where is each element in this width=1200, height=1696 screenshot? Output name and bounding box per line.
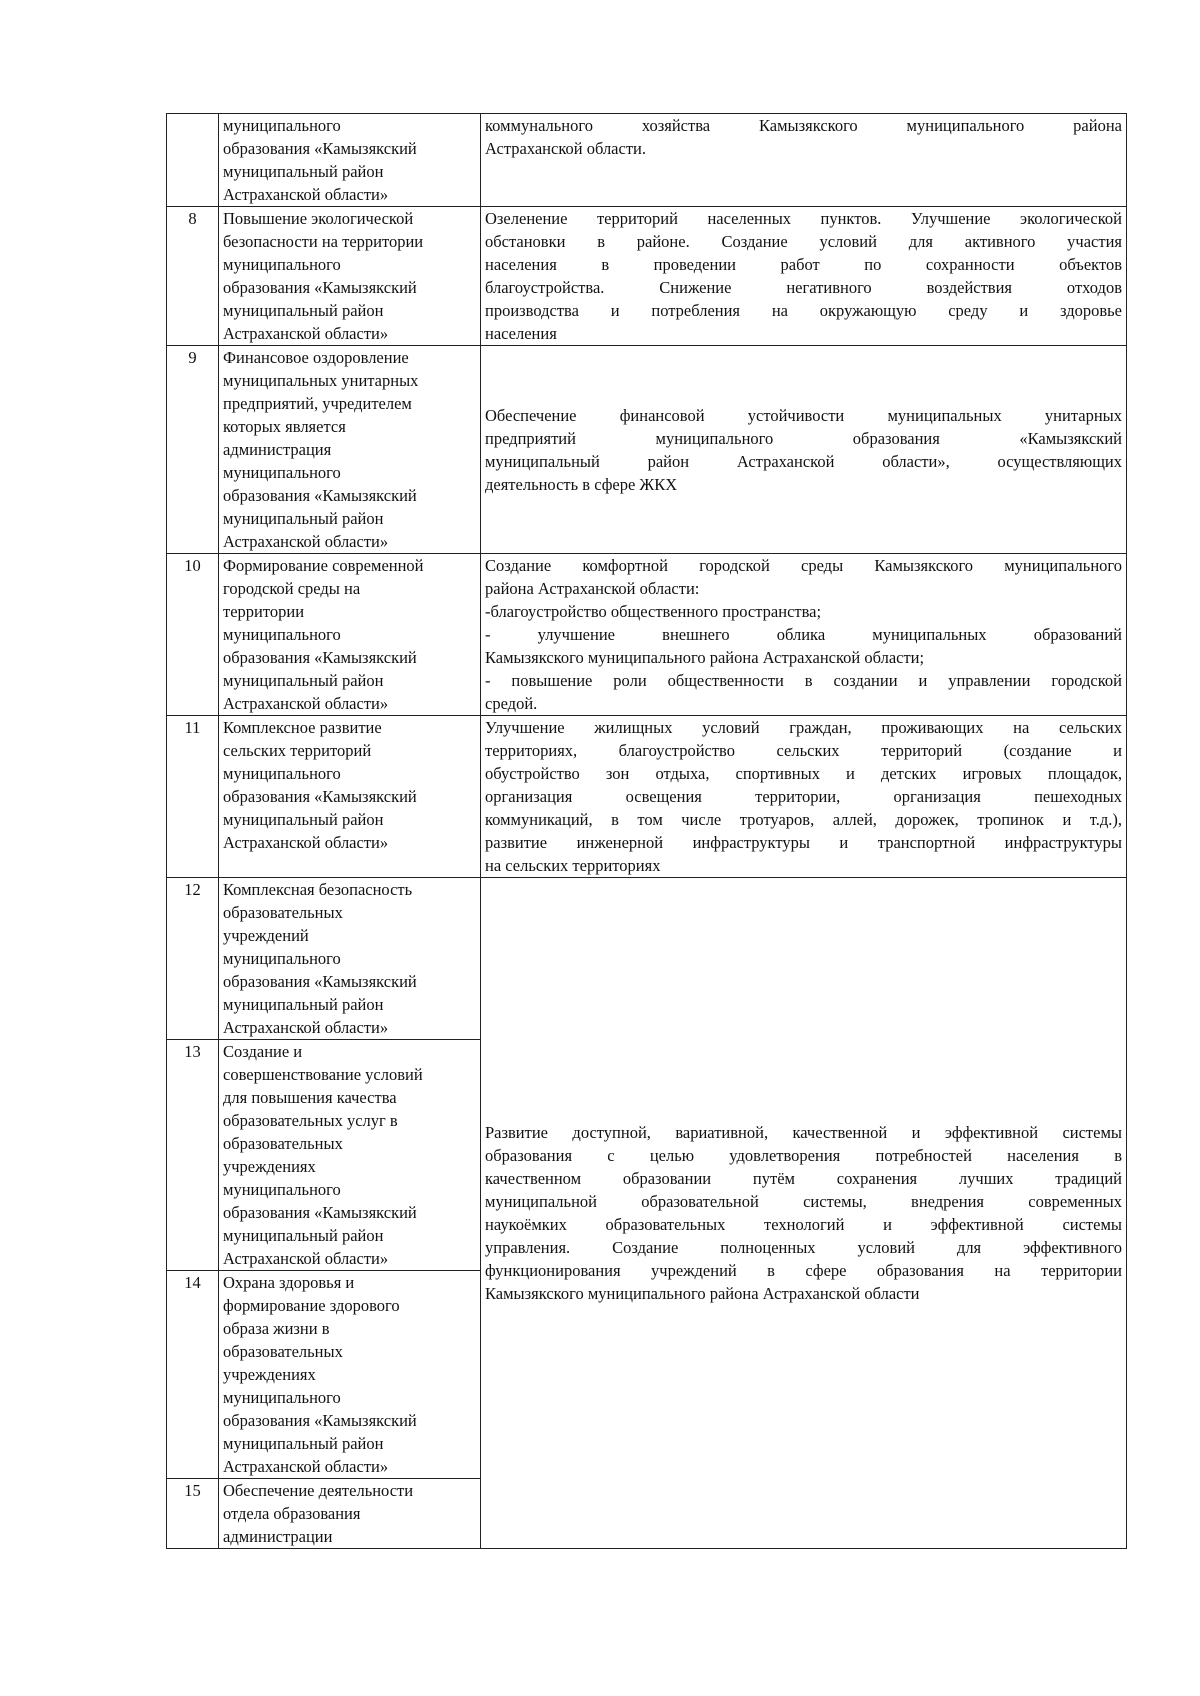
table-row [167,716,1127,878]
program-name-line: муниципального [223,1388,341,1407]
program-goal-line: населения в проведении работ по сохранности объектов [485,255,1122,274]
program-goal-cell [481,207,1127,346]
program-name-line: образовательных услуг в [223,1111,398,1130]
program-name-line: муниципального [223,764,341,783]
program-name-line: предприятий, учредителем [223,394,412,413]
program-name-line: Комплексная безопасность [223,880,413,899]
program-name-line: территории [223,602,305,621]
program-goal-line: Обеспечение финансовой устойчивости муниципальных унитарных [485,405,1122,425]
program-name-line: отдела образования [223,1504,361,1523]
program-goal-line: благоустройства. Снижение негативного воздействия отходов [485,278,1122,297]
program-name-line: для повышения качества [223,1088,397,1107]
program-name-line: образования «Камызякский [223,787,417,806]
row-number: 14 [167,1271,219,1479]
program-name-line: Комплексное развитие [223,718,382,737]
program-name-line: Астраханской области» [223,694,389,713]
program-name-line: муниципального [223,255,341,274]
program-name-line: Создание и [223,1042,303,1061]
program-name-line: Астраханской области» [223,324,389,343]
program-goal-line: муниципальной образовательной системы, внедрения современных [485,1192,1122,1211]
program-goal-line: Астраханской области. [485,139,646,158]
program-name-line: образования «Камызякский [223,486,417,505]
program-goal-line: Развитие доступной, вариативной, качественной и эффективной системы [485,1123,1122,1142]
program-goal-line: управления. Создание полноценных условий для эффективного [485,1238,1122,1257]
program-name-line: Астраханской области» [223,1457,389,1476]
program-name-cell [219,878,481,1040]
program-name-cell [219,1479,481,1549]
program-name-line: учреждений [223,926,309,945]
program-name-line: совершенствование условий [223,1065,423,1084]
program-name-line: образовательных [223,1134,343,1153]
program-name-line: формирование здорового [223,1296,400,1315]
program-name-line: муниципальный район [223,1226,384,1245]
program-name-cell [219,207,481,346]
program-name-line: муниципальный район [223,810,384,829]
table-row [167,554,1127,716]
program-goal-line: на сельских территориях [485,856,661,875]
program-name-cell [219,1040,481,1271]
program-goal-cell [481,346,1127,554]
program-name-cell [219,554,481,716]
program-name-line: муниципальный район [223,509,384,528]
program-goal-line: Камызякского муниципального района Астраханской области; [485,648,925,667]
program-goal-line: предприятий муниципального образования «Камызякский [485,428,1122,448]
program-name-line: Охрана здоровья и [223,1273,355,1292]
program-goal-line: района Астраханской области: [485,579,700,598]
program-name-line: образования «Камызякский [223,278,417,297]
merged-goal-cell [481,878,1127,1549]
program-goal-line: Озеленение территорий населенных пунктов. Улучшение экологической [485,209,1122,228]
program-name-line: образовательных [223,903,343,922]
program-goal-cell [481,114,1127,207]
row-number: 8 [167,207,219,346]
program-goal-line: коммуникаций, в том числе тротуаров, аллей, дорожек, тропинок и т.д.), [485,810,1122,829]
program-name-line: сельских территорий [223,741,372,760]
program-goal-line: муниципальный район Астраханской области», осуществляющих [485,451,1122,471]
program-name-line: образа жизни в [223,1319,330,1338]
program-name-line: муниципального [223,625,341,644]
program-name-line: муниципальный район [223,1434,384,1453]
program-name-cell [219,1271,481,1479]
program-goal-line: средой. [485,694,538,713]
program-name-line: муниципальных унитарных [223,371,419,390]
program-name-cell [219,716,481,878]
program-name-line: Астраханской области» [223,185,389,204]
program-goal-cell [481,554,1127,716]
program-name-line: образования «Камызякский [223,648,417,667]
program-name-line: муниципальный район [223,671,384,690]
program-goal-line: наукоёмких образовательных технологий и эффективной системы [485,1215,1122,1234]
table-row [167,114,1127,207]
program-name-line: Повышение экологической [223,209,414,228]
program-name-line: администрация [223,440,332,459]
program-table [166,113,1127,1549]
row-number: 15 [167,1479,219,1549]
table-row [167,878,1127,1040]
program-name-line: Астраханской области» [223,1018,389,1037]
row-number: 10 [167,554,219,716]
program-goal-line: обустройство зон отдыха, спортивных и детских игровых площадок, [485,764,1122,783]
table-row [167,207,1127,346]
program-name-line: учреждениях [223,1365,316,1384]
program-goal-line: населения [485,324,557,343]
table-row [167,346,1127,554]
program-goal-line: - улучшение внешнего облика муниципальных образований [485,625,1122,644]
program-goal-line: Камызякского муниципального района Астраханской области [485,1284,920,1303]
program-goal-line: обстановки в районе. Создание условий для активного участия [485,232,1122,251]
program-goal-line: территориях, благоустройство сельских территорий (создание и [485,741,1122,760]
program-name-line: Обеспечение деятельности [223,1481,414,1500]
program-goal-line: образования с целью удовлетворения потребностей населения в [485,1146,1122,1165]
program-name-line: муниципального [223,463,341,482]
row-number: 9 [167,346,219,554]
row-number [167,114,219,207]
program-goal-line: Создание комфортной городской среды Камызякского муниципального [485,556,1122,575]
program-name-line: муниципальный район [223,162,384,181]
row-number: 12 [167,878,219,1040]
program-name-line: образования «Камызякский [223,1203,417,1222]
program-goal-line: коммунального хозяйства Камызякского муниципального района [485,116,1122,135]
program-name-line: муниципального [223,1180,341,1199]
program-name-line: Астраханской области» [223,833,389,852]
row-number: 11 [167,716,219,878]
program-name-line: образовательных [223,1342,343,1361]
program-goal-line: - повышение роли общественности в создании и управлении городской [485,671,1122,690]
program-goal-cell [481,716,1127,878]
program-name-line: муниципального [223,116,341,135]
program-name-line: учреждениях [223,1157,316,1176]
program-name-line: администрации [223,1527,333,1546]
program-name-cell [219,114,481,207]
row-number: 13 [167,1040,219,1271]
program-name-line: Финансовое оздоровление [223,348,409,367]
program-name-line: образования «Камызякский [223,139,417,158]
program-goal-line: Улучшение жилищных условий граждан, проживающих на сельских [485,718,1122,737]
program-goal-line: производства и потребления на окружающую среду и здоровье [485,301,1122,320]
program-name-line: Формирование современной [223,556,424,575]
program-goal-line: организация освещения территории, организация пешеходных [485,787,1122,806]
program-goal-line: развитие инженерной инфраструктуры и транспортной инфраструктуры [485,833,1122,852]
program-goal-line: качественном образовании путём сохранения лучших традиций [485,1169,1122,1188]
program-goal-line: деятельность в сфере ЖКХ [485,474,678,494]
program-name-line: образования «Камызякский [223,1411,417,1430]
program-name-line: муниципального [223,949,341,968]
program-name-line: образования «Камызякский [223,972,417,991]
program-name-cell [219,346,481,554]
program-goal-line: функционирования учреждений в сфере образования на территории [485,1261,1122,1280]
program-goal-line: -благоустройство общественного пространства; [485,602,822,621]
program-name-line: Астраханской области» [223,1249,389,1268]
program-name-line: которых является [223,417,346,436]
program-name-line: городской среды на [223,579,361,598]
program-name-line: безопасности на территории [223,232,424,251]
program-name-line: Астраханской области» [223,532,389,551]
program-name-line: муниципальный район [223,301,384,320]
program-name-line: муниципальный район [223,995,384,1014]
